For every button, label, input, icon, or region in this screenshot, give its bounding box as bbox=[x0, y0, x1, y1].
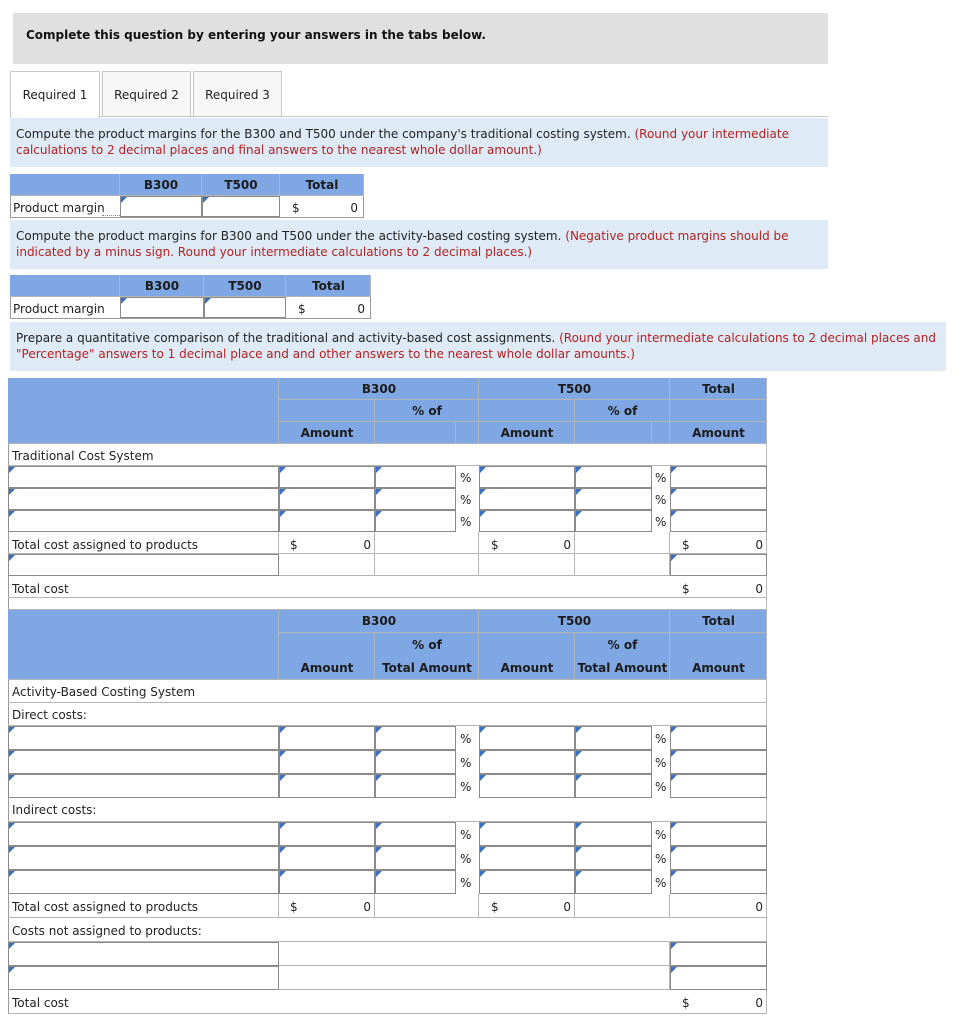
section1-instruction bbox=[10, 118, 828, 167]
abc-direct3-b300-pct[interactable] bbox=[375, 774, 456, 798]
trad-row1-t500-pct[interactable] bbox=[575, 466, 652, 488]
s1-b300-input[interactable] bbox=[120, 196, 202, 217]
abc-direct3-t500-pct[interactable] bbox=[575, 774, 652, 798]
trad-total-b300-value: 0 bbox=[363, 538, 371, 552]
trad-row1-b300-pct-sign: % bbox=[460, 471, 472, 485]
abc-direct3-b300-pct-sign: % bbox=[460, 780, 472, 794]
section2-instruction-text: Compute the product margins for B300 and T500 under the activity-based costing system. bbox=[16, 229, 562, 243]
trad-row3-t500-pct-sign: % bbox=[655, 515, 667, 529]
abc-direct2-t500-amount[interactable] bbox=[479, 750, 575, 774]
abc-indirect3-b300-pct-sign: % bbox=[460, 876, 472, 890]
abc-header-b300-pctof: % of bbox=[412, 638, 442, 652]
trad-extra-b300 bbox=[279, 554, 375, 576]
abc-header-blank bbox=[8, 610, 279, 680]
abc-indirect1-b300-pct-sign: % bbox=[460, 828, 472, 842]
abc-indirect2-total[interactable] bbox=[670, 846, 767, 870]
abc-indirect2-b300-amount[interactable] bbox=[279, 846, 375, 870]
trad-extra-t500 bbox=[479, 554, 575, 576]
abc-indirect3-total[interactable] bbox=[670, 870, 767, 894]
abc-direct2-t500-pct[interactable] bbox=[575, 750, 652, 774]
section3-instruction-text: Prepare a quantitative comparison of the traditional and activity-based cost assignments. bbox=[16, 331, 556, 345]
abc-header-total-label: Total bbox=[702, 614, 735, 628]
abc-indirect3-b300-amount[interactable] bbox=[279, 870, 375, 894]
trad-row3-b300-pct[interactable] bbox=[375, 510, 456, 532]
abc-header-t500-pctof: % of bbox=[607, 638, 638, 652]
abc-direct3-total[interactable] bbox=[670, 774, 767, 798]
s2-header-t500-label: T500 bbox=[228, 279, 262, 293]
abc-indirect2-b300-pct-sign: % bbox=[460, 852, 472, 866]
trad-header-total-amount-label: Amount bbox=[692, 426, 745, 440]
s1-header-t500-label: T500 bbox=[224, 178, 258, 192]
abc-total-cost-value: 0 bbox=[755, 996, 763, 1010]
abc-unassigned2-label-input[interactable] bbox=[8, 966, 279, 990]
abc-indirect2-t500-amount[interactable] bbox=[479, 846, 575, 870]
trad-extra-t500pct bbox=[575, 554, 670, 576]
abc-direct3-label-input[interactable] bbox=[8, 774, 279, 798]
s2-b300-input[interactable] bbox=[120, 297, 204, 318]
abc-spacer bbox=[8, 598, 767, 610]
abc-header-total-amount-label: Amount bbox=[692, 661, 745, 675]
abc-direct2-label-input[interactable] bbox=[8, 750, 279, 774]
s1-header-b300-label: B300 bbox=[143, 178, 179, 192]
trad-row2-b300-pct-sign: % bbox=[460, 493, 472, 507]
abc-indirect1-label-input[interactable] bbox=[8, 822, 279, 846]
abc-indirect3-t500-pct-sign: % bbox=[655, 876, 667, 890]
abc-indirect1-t500-pct[interactable] bbox=[575, 822, 652, 846]
trad-row2-total[interactable] bbox=[670, 488, 767, 510]
abc-indirect3-t500-pct[interactable] bbox=[575, 870, 652, 894]
abc-indirect1-t500-pct-sign: % bbox=[655, 828, 667, 842]
abc-indirect2-t500-pct-sign: % bbox=[655, 852, 667, 866]
abc-indirect-label: Indirect costs: bbox=[12, 803, 97, 817]
s2-total-currency: $ bbox=[298, 302, 306, 316]
abc-total-b300-value: 0 bbox=[363, 900, 371, 914]
section3-instruction bbox=[10, 322, 946, 371]
trad-row2-label-input[interactable] bbox=[8, 488, 279, 510]
trad-total-assigned-label: Total cost assigned to products bbox=[12, 538, 199, 552]
trad-row2-t500-pct[interactable] bbox=[575, 488, 652, 510]
abc-indirect1-b300-pct[interactable] bbox=[375, 822, 456, 846]
trad-row1-t500-amount[interactable] bbox=[479, 466, 575, 488]
abc-unassigned1-label-input[interactable] bbox=[8, 942, 279, 966]
s1-t500-input[interactable] bbox=[202, 196, 280, 217]
trad-header-b300-blank bbox=[279, 400, 375, 422]
tab-required-2[interactable]: Required 2 bbox=[102, 71, 191, 117]
abc-direct-row bbox=[8, 703, 767, 726]
trad-total-t500-currency: $ bbox=[491, 538, 499, 552]
trad-total-cost-label: Total cost bbox=[12, 582, 69, 596]
trad-row3-b300-amount[interactable] bbox=[279, 510, 375, 532]
abc-total-cost-label: Total cost bbox=[12, 996, 69, 1010]
s2-t500-input[interactable] bbox=[204, 297, 286, 318]
s1-total-value: 0 bbox=[350, 201, 358, 215]
s2-row-label: Product margin bbox=[13, 302, 105, 316]
s1-header-total-label: Total bbox=[305, 178, 339, 192]
trad-header-t500-blank bbox=[479, 400, 575, 422]
abc-total-cost-currency: $ bbox=[682, 996, 690, 1010]
trad-row1-t500-pct-sign: % bbox=[655, 471, 667, 485]
trad-header-total-label: Total bbox=[702, 382, 735, 396]
abc-heading: Activity-Based Costing System bbox=[12, 685, 196, 699]
trad-row3-t500-pct[interactable] bbox=[575, 510, 652, 532]
trad-header-t500-label: T500 bbox=[557, 382, 592, 396]
trad-row1-total[interactable] bbox=[670, 466, 767, 488]
abc-unassigned2-blank bbox=[279, 966, 670, 990]
trad-header-b300-pctof-label: % of bbox=[412, 404, 442, 418]
trad-extra-total-input[interactable] bbox=[670, 554, 767, 576]
trad-total-b300-currency: $ bbox=[290, 538, 298, 552]
trad-header-blank bbox=[8, 378, 279, 444]
tab-required-1[interactable]: Required 1 bbox=[10, 71, 100, 119]
trad-total-cost-row bbox=[8, 576, 767, 598]
trad-total-cost-currency: $ bbox=[682, 582, 690, 596]
trad-total-total-value: 0 bbox=[755, 538, 763, 552]
section1-instruction-text: Compute the product margins for the B300 and T500 under the company's traditional costing system. bbox=[16, 127, 631, 141]
trad-header-total-blank bbox=[670, 400, 767, 422]
abc-direct1-t500-pct[interactable] bbox=[575, 726, 652, 750]
abc-unassigned1-blank bbox=[279, 942, 670, 966]
abc-not-assigned-label: Costs not assigned to products: bbox=[12, 924, 202, 938]
abc-header-b300-label: B300 bbox=[361, 614, 397, 628]
section2-instruction bbox=[10, 220, 828, 269]
trad-header-t500-sub bbox=[575, 422, 652, 444]
trad-extra-b300pct bbox=[375, 554, 479, 576]
abc-direct-label: Direct costs: bbox=[12, 708, 87, 722]
instructions-banner bbox=[13, 13, 828, 64]
abc-total-t500-value: 0 bbox=[563, 900, 571, 914]
abc-direct1-t500-amount[interactable] bbox=[479, 726, 575, 750]
abc-indirect3-label-input[interactable] bbox=[8, 870, 279, 894]
abc-total-b300-currency: $ bbox=[290, 900, 298, 914]
abc-total-b300-pct-cell bbox=[375, 894, 479, 918]
abc-header-t500-amount-label: Amount bbox=[500, 661, 554, 675]
trad-extra-label-input[interactable] bbox=[8, 554, 279, 576]
abc-total-t500-pct-cell bbox=[575, 894, 670, 918]
abc-indirect3-t500-amount[interactable] bbox=[479, 870, 575, 894]
s2-header-b300-label: B300 bbox=[144, 279, 180, 293]
tab-required-3[interactable]: Required 3 bbox=[193, 71, 282, 117]
trad-total-b300-pct-cell bbox=[375, 532, 479, 554]
abc-header-b300-amount-label: Amount bbox=[300, 661, 354, 675]
trad-total-total-currency: $ bbox=[682, 538, 690, 552]
s2-header-blank bbox=[10, 275, 120, 297]
abc-direct2-total[interactable] bbox=[670, 750, 767, 774]
abc-direct1-total[interactable] bbox=[670, 726, 767, 750]
s2-header-total-label: Total bbox=[312, 279, 345, 293]
section3-note: (Round your intermediate calculations to 2 decimal places and "Percentage" answers to 1 decimal place and and other answers to the nearest whole dollar amounts.) bbox=[16, 331, 936, 361]
trad-header-b300-pctcol bbox=[456, 422, 479, 444]
abc-direct3-t500-pct-sign: % bbox=[655, 780, 667, 794]
trad-row1-b300-pct[interactable] bbox=[375, 466, 456, 488]
abc-direct1-b300-amount[interactable] bbox=[279, 726, 375, 750]
trad-header-t500-pctcol bbox=[652, 422, 670, 444]
abc-header-t500-label: T500 bbox=[557, 614, 592, 628]
s1-total-currency: $ bbox=[292, 201, 300, 215]
trad-header-b300-sub bbox=[375, 422, 456, 444]
abc-indirect2-label-input[interactable] bbox=[8, 846, 279, 870]
trad-header-t500-amount-label: Amount bbox=[500, 426, 554, 440]
abc-direct1-b300-pct-sign: % bbox=[460, 732, 472, 746]
abc-indirect3-b300-pct[interactable] bbox=[375, 870, 456, 894]
abc-direct1-label-input[interactable] bbox=[8, 726, 279, 750]
banner-text: Complete this question by entering your answers in the tabs below. bbox=[26, 28, 486, 42]
section2-note: (Negative product margins should be indicated by a minus sign. Round your intermediate calculations to 2 decimal places.) bbox=[16, 229, 789, 259]
abc-indirect1-b300-amount[interactable] bbox=[279, 822, 375, 846]
s1-header-blank bbox=[10, 174, 120, 196]
abc-direct2-b300-pct-sign: % bbox=[460, 756, 472, 770]
trad-header-t500-pctof-label: % of bbox=[607, 404, 638, 418]
abc-direct3-b300-amount[interactable] bbox=[279, 774, 375, 798]
abc-direct2-b300-amount[interactable] bbox=[279, 750, 375, 774]
abc-indirect1-t500-amount[interactable] bbox=[479, 822, 575, 846]
abc-header-b300-totalamount: Total Amount bbox=[382, 661, 472, 675]
abc-direct1-b300-pct[interactable] bbox=[375, 726, 456, 750]
trad-row3-total[interactable] bbox=[670, 510, 767, 532]
trad-row1-label-input[interactable] bbox=[8, 466, 279, 488]
s1-row-label: Product margin bbox=[13, 201, 105, 215]
trad-total-t500-pct-cell bbox=[575, 532, 670, 554]
abc-total-assigned-label: Total cost assigned to products bbox=[12, 900, 199, 914]
trad-header-b300-amount-label: Amount bbox=[300, 426, 354, 440]
trad-row2-b300-amount[interactable] bbox=[279, 488, 375, 510]
abc-indirect2-t500-pct[interactable] bbox=[575, 846, 652, 870]
abc-total-total-value: 0 bbox=[755, 900, 763, 914]
trad-row2-b300-pct[interactable] bbox=[375, 488, 456, 510]
abc-direct2-t500-pct-sign: % bbox=[655, 756, 667, 770]
trad-total-t500-value: 0 bbox=[563, 538, 571, 552]
trad-row3-label-input[interactable] bbox=[8, 510, 279, 532]
trad-header-b300-label: B300 bbox=[361, 382, 397, 396]
abc-total-cost-row bbox=[8, 990, 767, 1014]
trad-total-cost-value: 0 bbox=[755, 582, 763, 596]
abc-header-t500-totalamount: Total Amount bbox=[577, 661, 668, 675]
abc-direct2-b300-pct[interactable] bbox=[375, 750, 456, 774]
trad-heading: Traditional Cost System bbox=[12, 449, 154, 463]
trad-row1-b300-amount[interactable] bbox=[279, 466, 375, 488]
section1-note: (Round your intermediate calculations to 2 decimal places and final answers to the nearest whole dollar amount.) bbox=[16, 127, 789, 157]
abc-indirect2-b300-pct[interactable] bbox=[375, 846, 456, 870]
abc-total-t500-currency: $ bbox=[491, 900, 499, 914]
trad-row3-t500-amount[interactable] bbox=[479, 510, 575, 532]
trad-row3-b300-pct-sign: % bbox=[460, 515, 472, 529]
abc-unassigned1-total[interactable] bbox=[670, 942, 767, 966]
abc-direct1-t500-pct-sign: % bbox=[655, 732, 667, 746]
abc-direct3-t500-amount[interactable] bbox=[479, 774, 575, 798]
abc-unassigned2-total[interactable] bbox=[670, 966, 767, 990]
abc-indirect-row bbox=[8, 798, 767, 822]
tab-divider bbox=[98, 116, 828, 117]
trad-row2-t500-pct-sign: % bbox=[655, 493, 667, 507]
abc-indirect1-total[interactable] bbox=[670, 822, 767, 846]
trad-row2-t500-amount[interactable] bbox=[479, 488, 575, 510]
s2-total-value: 0 bbox=[357, 302, 365, 316]
